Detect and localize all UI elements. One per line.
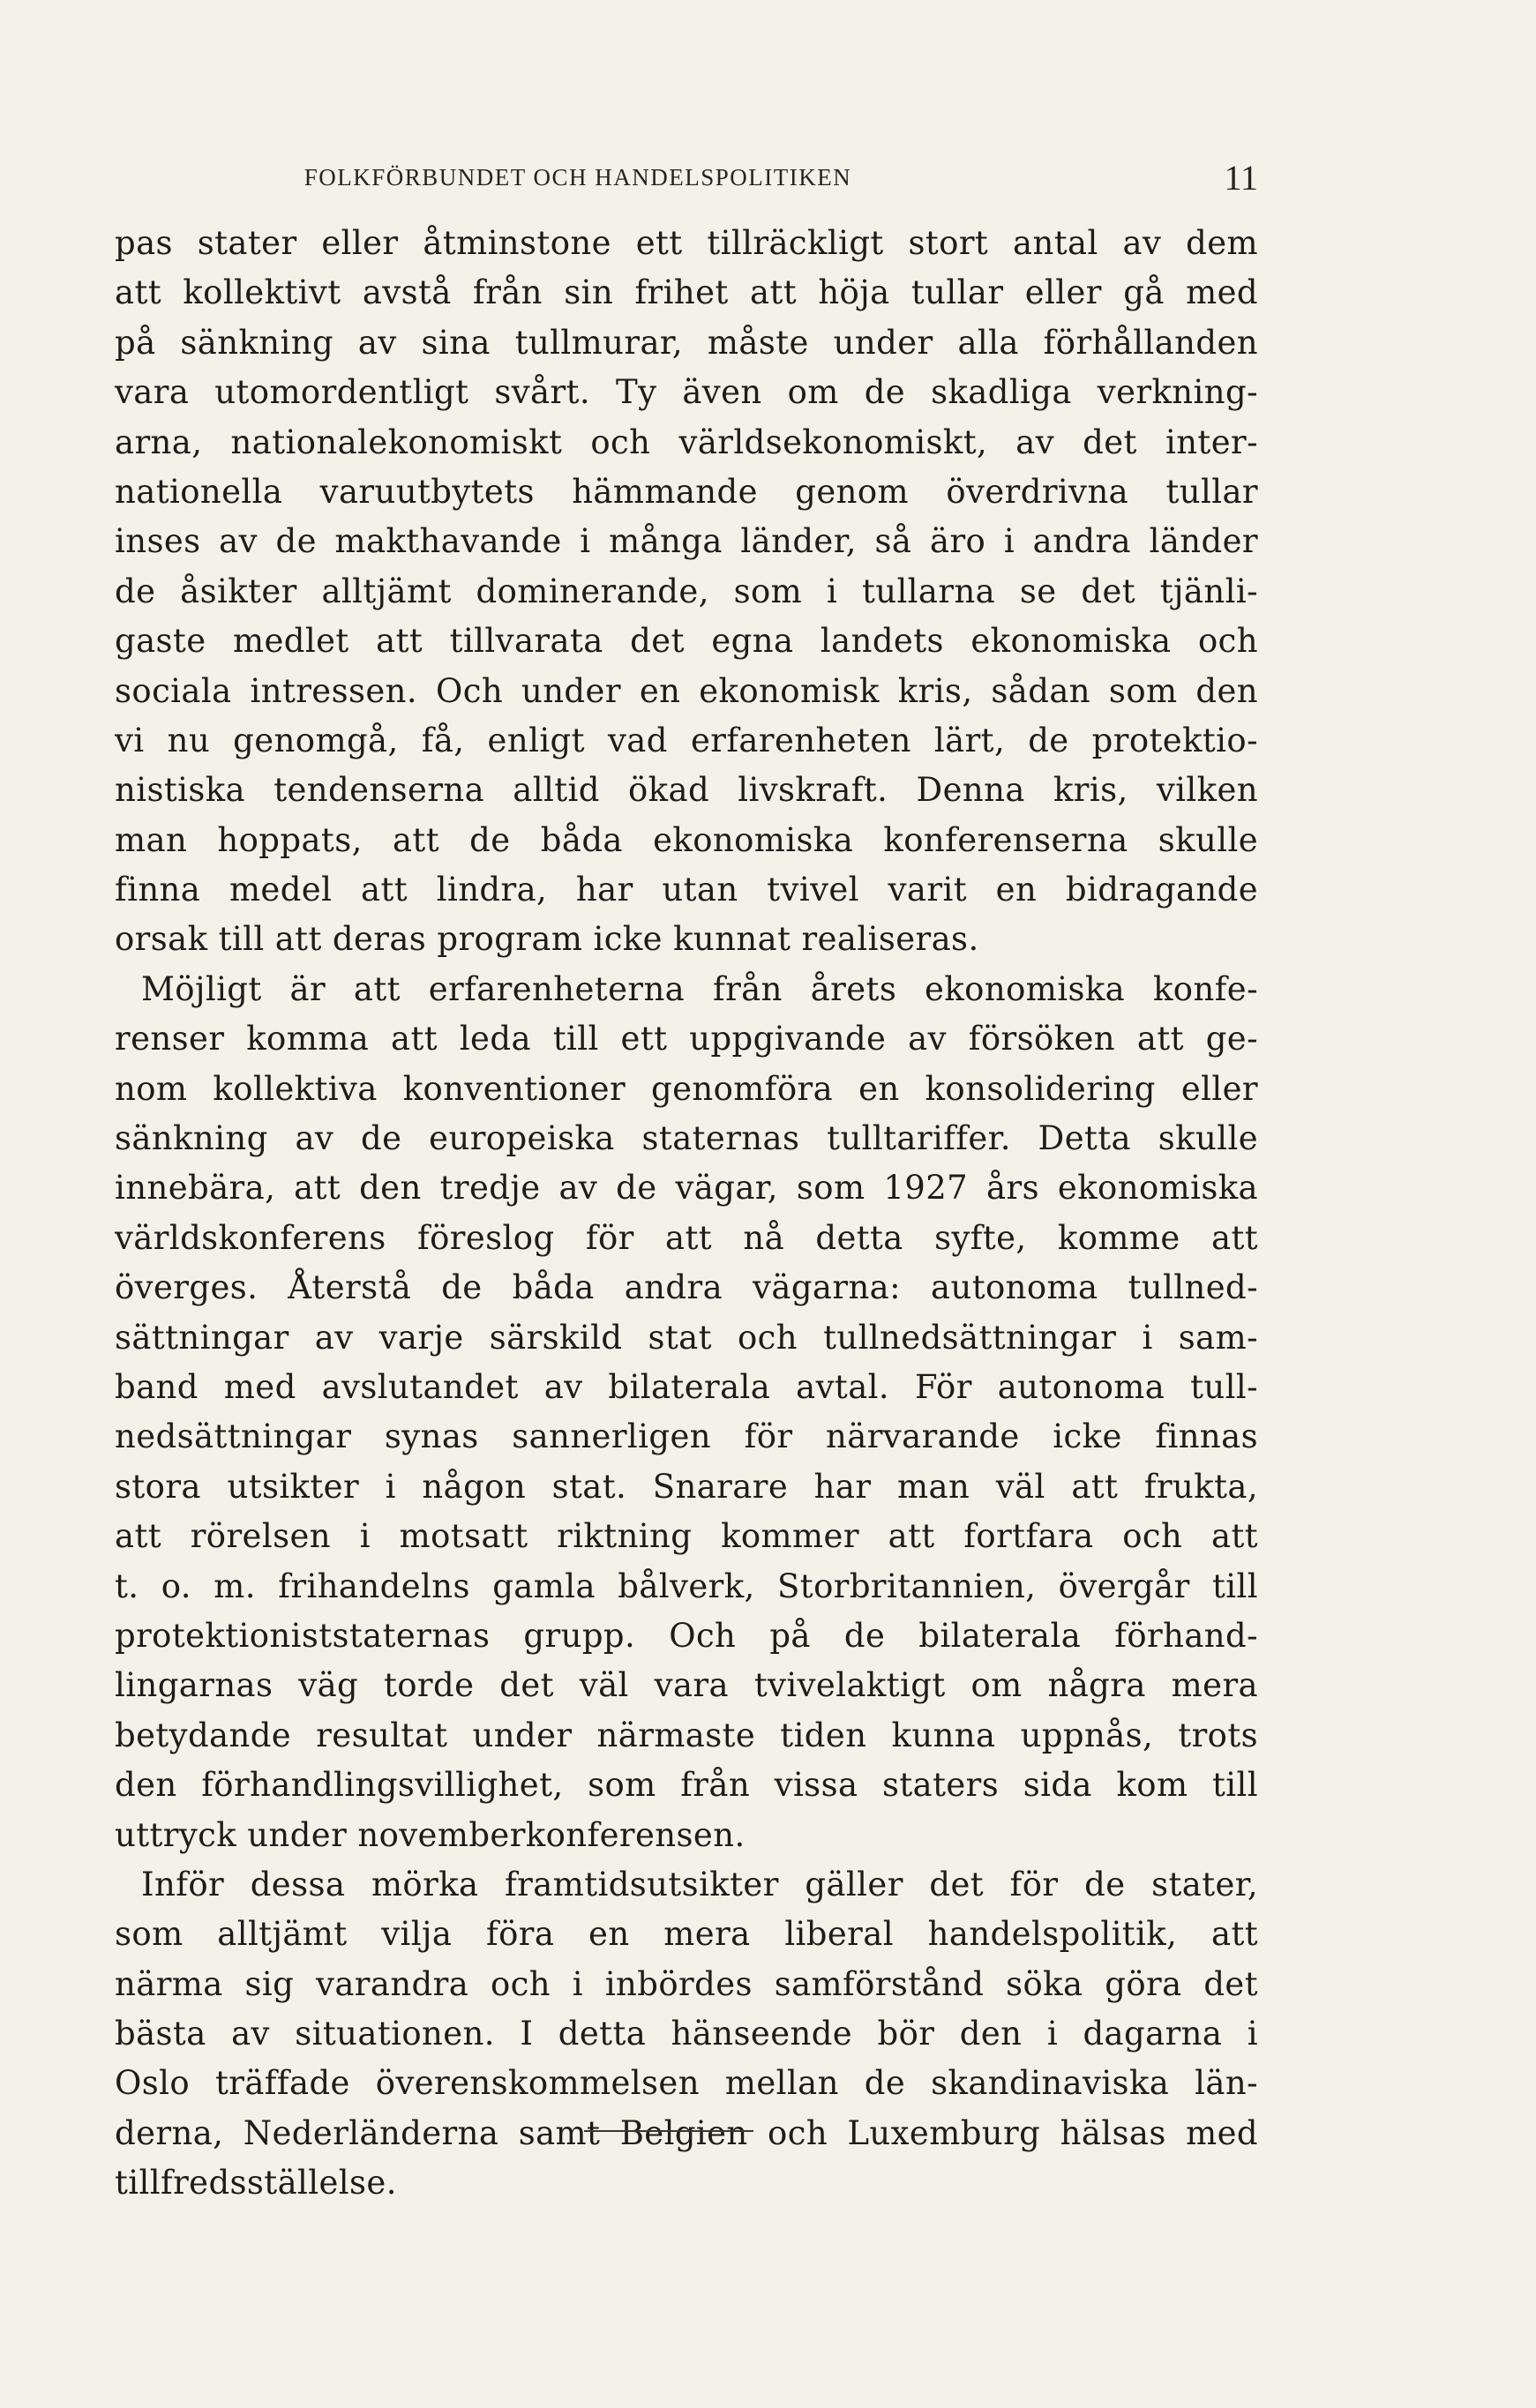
text-line: t. o. m. frihandelns gamla bålverk, Storbritannien, övergår till (115, 1567, 1258, 1605)
text-line: Inför dessa mörka framtidsutsikter gäller det för de stater, (141, 1865, 1258, 1903)
text-line: Oslo träffade överenskommelsen mellan de skandinaviska län- (115, 2064, 1258, 2103)
text-line: finna medel att lindra, har utan tvivel varit en bidragande (115, 871, 1258, 909)
text-line: de åsikter alltjämt dominerande, som i tullarna se det tjänli- (115, 572, 1258, 610)
text-line: nationella varuutbytets hämmande genom överdrivna tullar (115, 472, 1258, 511)
text-line: närma sig varandra och i inbördes samförstånd söka göra det (115, 1964, 1258, 2003)
closing-rule (584, 2130, 753, 2132)
text-line: lingarnas väg torde det väl vara tvivelaktigt om några mera (115, 1666, 1258, 1705)
text-line: man hoppats, att de båda ekonomiska konferenserna skulle (115, 820, 1258, 859)
text-line: den förhandlingsvillighet, som från vissa staters sida kom till (115, 1766, 1258, 1805)
text-line: sociala intressen. Och under en ekonomisk kris, sådan som den (115, 671, 1258, 710)
page-number: 11 (1224, 158, 1258, 198)
text-line: pas stater eller åtminstone ett tillräckligt stort antal av dem (115, 224, 1258, 262)
text-line: nom kollektiva konventioner genomföra en konsolidering eller (115, 1069, 1258, 1108)
text-line: renser komma att leda till ett uppgivande av försöken att ge- (115, 1020, 1258, 1058)
running-title: FOLKFÖRBUNDET OCH HANDELSPOLITIKEN (303, 164, 852, 191)
text-line: som alltjämt vilja föra en mera liberal handelspolitik, att (115, 1915, 1258, 1954)
text-line: band med avslutandet av bilaterala avtal. För autonoma tull- (115, 1367, 1258, 1406)
text-line: världskonferens föreslog för att nå detta syfte, komme att (115, 1218, 1258, 1257)
paragraph (115, 965, 1258, 1860)
running-header (115, 157, 1258, 196)
text-line: derna, Nederländerna samt Belgien och Luxemburg hälsas med (115, 2113, 1258, 2152)
text-line: sättningar av varje särskild stat och tullnedsättningar i sam- (115, 1318, 1258, 1357)
text-line: gaste medlet att tillvarata det egna landets ekonomiska och (115, 622, 1258, 661)
text-line: att kollektivt avstå från sin frihet att höja tullar eller gå med (115, 273, 1258, 312)
text-line: protektioniststaternas grupp. Och på de bilaterala förhand- (115, 1616, 1258, 1655)
text-line: inses av de makthavande i många länder, så äro i andra länder (115, 522, 1258, 561)
text-line: orsak till att deras program icke kunnat realiseras. (115, 920, 979, 959)
text-line: stora utsikter i någon stat. Snarare har man väl att frukta, (115, 1467, 1258, 1506)
text-line: på sänkning av sina tullmurar, måste under alla förhållanden (115, 323, 1258, 362)
text-line: bästa av situationen. I detta hänseende bör den i dagarna i (115, 2015, 1258, 2053)
text-line: arna, nationalekonomiskt och världsekonomiskt, av det inter- (115, 423, 1258, 461)
text-line: tillfredsställelse. (115, 2164, 397, 2202)
text-line: nedsättningar synas sannerligen för närvarande icke finnas (115, 1417, 1258, 1456)
paragraph (115, 1860, 1258, 2209)
text-line: att rörelsen i motsatt riktning kommer att fortfara och att (115, 1517, 1258, 1556)
text-line: uttryck under novemberkonferensen. (115, 1815, 746, 1854)
text-line: Möjligt är att erfarenheterna från årets ekonomiska konfe- (141, 969, 1258, 1008)
text-line: överges. Återstå de båda andra vägarna: autonoma tullned- (115, 1268, 1258, 1307)
paragraph (115, 219, 1258, 965)
text-line: vi nu genomgå, få, enligt vad erfarenheten lärt, de protektio- (115, 721, 1258, 759)
text-line: betydande resultat under närmaste tiden kunna uppnås, trots (115, 1716, 1258, 1754)
text-line: nistiska tendenserna alltid ökad livskraft. Denna kris, vilken (115, 771, 1258, 810)
text-line: vara utomordentligt svårt. Ty även om de skadliga verkning- (115, 373, 1258, 412)
text-line: sänkning av de europeiska staternas tulltariffer. Detta skulle (115, 1119, 1258, 1158)
body-text (115, 219, 1258, 2209)
text-line: innebära, att den tredje av de vägar, som 1927 års ekonomiska (115, 1169, 1258, 1208)
